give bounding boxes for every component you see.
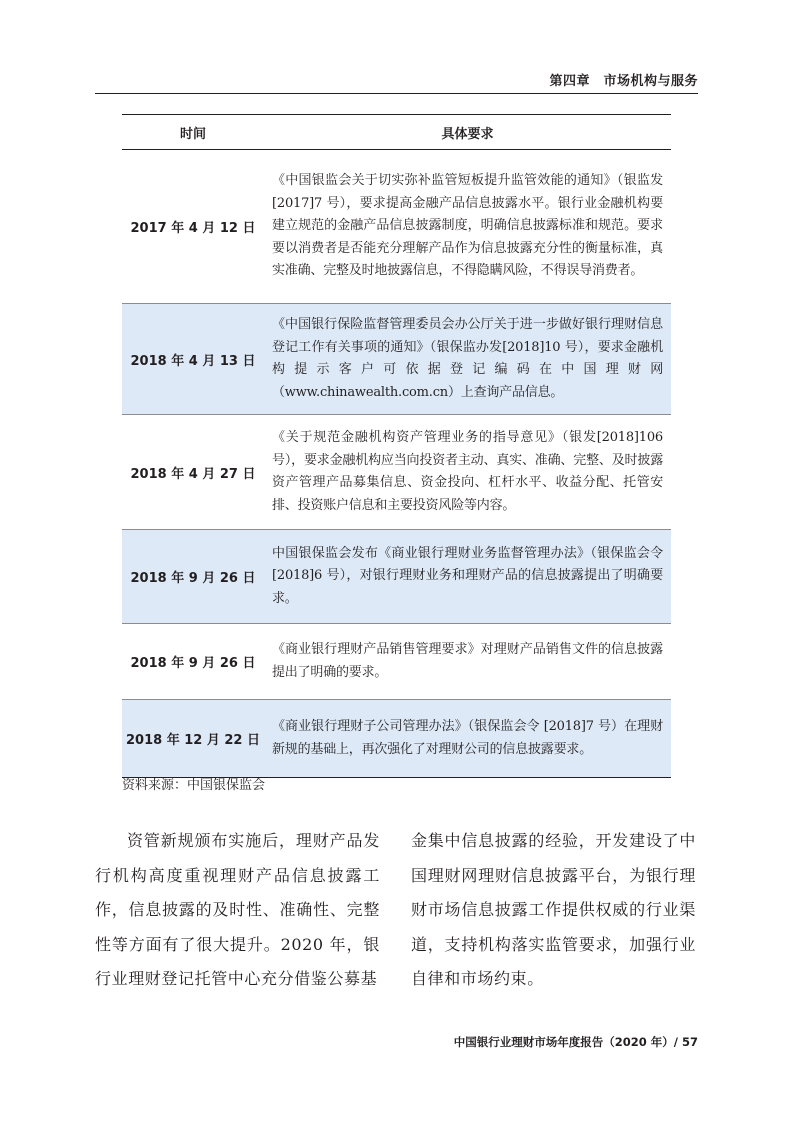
row-date: 2017 年 4 月 12 日 — [122, 150, 264, 304]
header-divider — [95, 93, 698, 94]
column-header-requirements: 具体要求 — [264, 115, 671, 150]
table-row — [122, 530, 671, 624]
body-paragraph-left: 资管新规颁布实施后，理财产品发行机构高度重视理财产品信息披露工作，信息披露的及时性、准确性、完整性等方面有了很大提升。2020 年，银行业理财登记托管中心充分借鉴公募基 — [95, 831, 380, 988]
row-date: 2018 年 12 月 22 日 — [122, 700, 264, 778]
row-requirement: 中国银保监会发布《商业银行理财业务监督管理办法》（银保监会令[2018]6 号），对银行理财业务和理财产品的信息披露提出了明确要求。 — [264, 530, 671, 624]
table-row — [122, 150, 671, 304]
table-row — [122, 624, 671, 700]
row-requirement: 《中国银行保险监督管理委员会办公厅关于进一步做好银行理财信息登记工作有关事项的通知》（银保监办发[2018]10 号），要求金融机构提示客户可依据登记编码在中国理财网（www.chinawealth.com.cn）上查询产品信息。 — [264, 304, 671, 415]
column-header-time: 时间 — [122, 115, 264, 150]
table-header-row — [122, 115, 671, 150]
row-date: 2018 年 9 月 26 日 — [122, 624, 264, 700]
table-row — [122, 415, 671, 530]
regulation-table — [122, 114, 671, 778]
row-requirement: 《中国银监会关于切实弥补监管短板提升监管效能的通知》（银监发[2017]7 号），要求提高金融产品信息披露水平。银行业金融机构要建立规范的金融产品信息披露制度，明确信息披露标准和规范。要求要以消费者是否能充分理解产品作为信息披露充分性的衡量标准，真实准确、完整及时地披露信息，不得隐瞒风险，不得误导消费者。 — [264, 150, 671, 304]
row-date: 2018 年 4 月 13 日 — [122, 304, 264, 415]
source-note: 资料来源：中国银保监会 — [122, 778, 266, 793]
row-requirement: 《商业银行理财子公司管理办法》（银保监会令 [2018]7 号）在理财新规的基础上，再次强化了对理财公司的信息披露要求。 — [264, 700, 671, 778]
row-requirement: 《关于规范金融机构资产管理业务的指导意见》（银发[2018]106号），要求金融机构应当向投资者主动、真实、准确、完整、及时披露资产管理产品募集信息、资金投向、杠杆水平、收益分配、托管安排、投资账户信息和主要投资风险等内容。 — [264, 415, 671, 530]
page-footer: 中国银行业理财市场年度报告（2020 年）/ 57 — [453, 1035, 698, 1049]
row-requirement: 《商业银行理财产品销售管理要求》对理财产品销售文件的信息披露提出了明确的要求。 — [264, 624, 671, 700]
row-date: 2018 年 4 月 27 日 — [122, 415, 264, 530]
row-date: 2018 年 9 月 26 日 — [122, 530, 264, 624]
chapter-header: 第四章 市场机构与服务 — [549, 74, 698, 89]
table-row — [122, 304, 671, 415]
body-paragraph-right: 金集中信息披露的经验，开发建设了中国理财网理财信息披露平台，为银行理财市场信息披露工作提供权威的行业渠道，支持机构落实监管要求，加强行业自律和市场约束。 — [411, 831, 696, 988]
table-row — [122, 700, 671, 778]
